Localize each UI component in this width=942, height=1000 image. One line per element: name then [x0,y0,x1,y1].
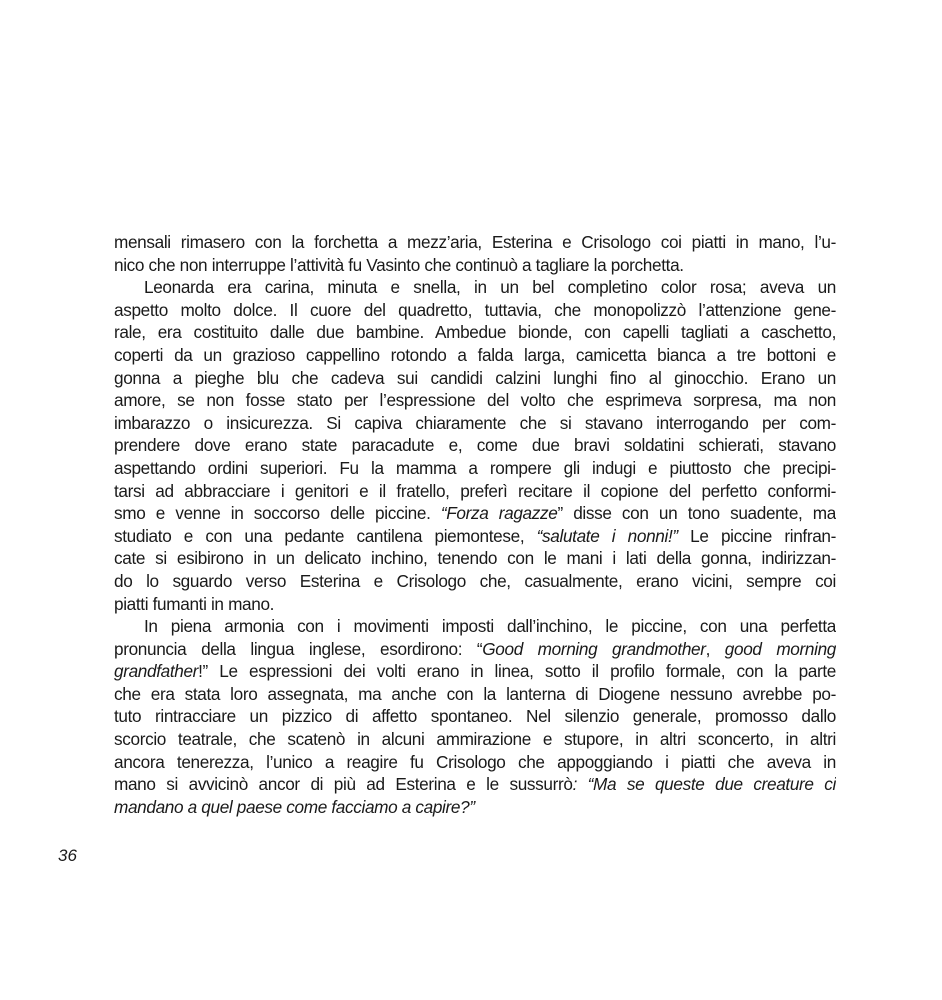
text-run: Le piccine rinfran- [677,525,836,546]
text-run: gonna a pieghe blu che cadeva sui candidi calzini lunghi fino al ginocchio. Erano un [114,367,836,388]
text-run: cate si esibirono in un delicato inchino, tenendo con le mani i lati della gonna, indirizzan- [114,548,836,569]
text-line [114,434,836,457]
text-run: prendere dove erano state paracadute e, come due bravi soldatini schierati, stavano [114,435,836,456]
text-run: do lo sguardo verso Esterina e Crisologo che, casualmente, erano vicini, sempre coi [114,570,836,591]
text-line [114,321,836,344]
text-line [114,276,836,299]
text-run: scorcio teatrale, che scatenò in alcuni ammirazione e stupore, in altri sconcerto, in altri [114,729,836,750]
text-line [114,615,836,638]
text-line [114,389,836,412]
text-run: tarsi ad abbracciare i genitori e il fratello, preferì recitare il copione del perfetto conformi- [114,480,836,501]
italic-text: : “Ma se queste due creature ci [572,774,836,795]
text-line [114,796,836,819]
italic-text: “salutate i nonni!” [536,525,678,546]
text-run: imbarazzo o insicurezza. Si capiva chiaramente che si stavano interrogando per com- [114,412,836,433]
text-run: rale, era costituito dalle due bambine. Ambedue bionde, con capelli tagliati a caschetto, [114,322,836,343]
text-run: coperti da un grazioso cappellino rotondo a falda larga, camicetta bianca a tre bottoni e [114,344,836,365]
text-line [114,480,836,503]
text-run: ancora tenerezza, l’unico a reagire fu Crisologo che appoggiando i piatti che aveva in [114,751,836,772]
text-run: Leonarda era carina, minuta e snella, in un bel completino color rosa; aveva un [144,277,836,298]
text-line [114,570,836,593]
text-line [114,638,836,661]
text-line [114,502,836,525]
text-line [114,299,836,322]
italic-text: grandfather [114,661,199,682]
text-line [114,231,836,254]
body-text [114,231,836,818]
text-line [114,525,836,548]
text-run: mensali rimasero con la forchetta a mezz’aria, Esterina e Crisologo coi piatti in mano, l’u- [114,232,836,252]
text-run: , [705,638,725,659]
text-line [114,593,836,616]
italic-text: Good morning grandmother [482,638,706,659]
text-line [114,367,836,390]
italic-text: good morning [724,638,836,659]
text-line [114,773,836,796]
text-run: nico che non interruppe l’attività fu Vasinto che continuò a tagliare la porchetta. [114,254,684,275]
text-run: aspetto molto dolce. Il cuore del quadretto, tuttavia, che monopolizzò l’attenzione gene- [114,299,836,320]
text-run: smo e venne in soccorso delle piccine. [114,503,441,524]
text-line [114,547,836,570]
text-line [114,751,836,774]
text-run: tuto rintracciare un pizzico di affetto spontaneo. Nel silenzio generale, promosso dallo [114,706,836,727]
text-line [114,683,836,706]
text-run: aspettando ordini superiori. Fu la mamma a rompere gli indugi e piuttosto che precipi- [114,457,836,478]
text-line [114,457,836,480]
text-line [114,705,836,728]
text-run: studiato e con una pedante cantilena piemontese, [114,525,537,546]
text-line [114,728,836,751]
text-run: che era stata loro assegnata, ma anche con la lanterna di Diogene nessuno avrebbe po- [114,683,836,704]
text-run: !” Le espressioni dei volti erano in linea, sotto il profilo formale, con la parte [198,661,836,682]
page-number: 36 [58,846,77,865]
text-run: mano si avvicinò ancor di più ad Esterina e le sussurrò [114,774,573,795]
text-line [114,660,836,683]
text-line [114,254,836,277]
text-run: ” disse con un tono suadente, ma [557,503,836,524]
text-run: In piena armonia con i movimenti imposti dall’inchino, le piccine, con una perfetta [144,616,836,637]
text-run: pronuncia della lingua inglese, esordirono: “ [114,638,483,659]
text-run: piatti fumanti in mano. [114,593,275,614]
text-run: amore, se non fosse stato per l’espressione del volto che esprimeva sorpresa, ma non [114,390,836,411]
italic-text: mandano a quel paese come facciamo a capire?” [114,796,475,817]
text-line [114,412,836,435]
italic-text: “Forza ragazze [440,503,558,524]
text-line [114,344,836,367]
